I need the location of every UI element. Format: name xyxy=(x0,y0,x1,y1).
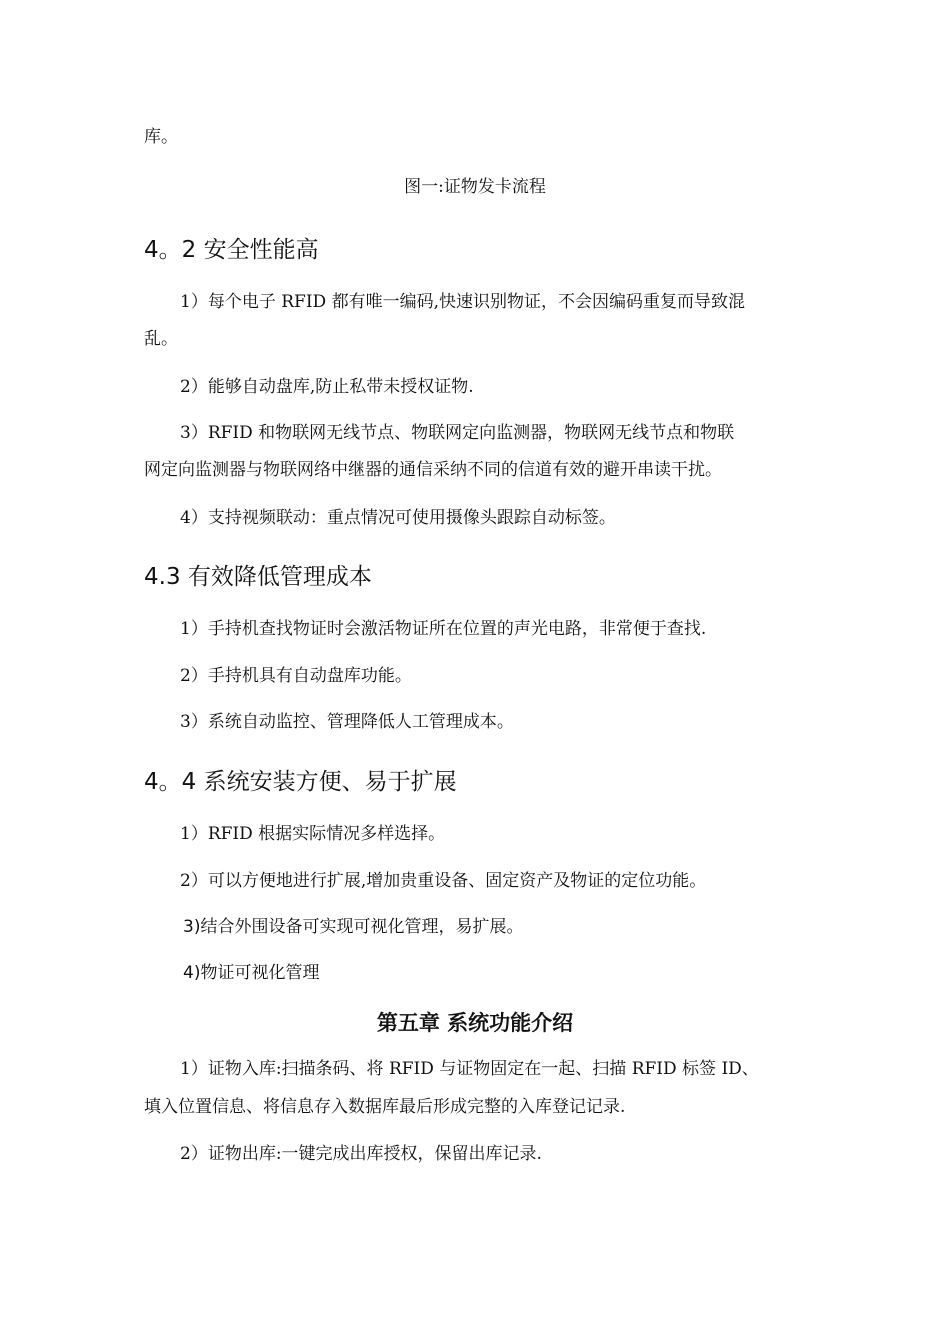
list-item-4-3-1: 1）手持机查找物证时会激活物证所在位置的声光电路，非常便于查找. xyxy=(180,619,707,639)
chapter-title: 第五章 系统功能介绍 xyxy=(376,1011,574,1035)
list-item-4-4-2: 2）可以方便地进行扩展,增加贵重设备、固定资产及物证的定位功能。 xyxy=(180,871,707,891)
section-heading-4-3: 4.3 有效降低管理成本 xyxy=(144,564,372,590)
list-item-4-3-2: 2）手持机具有自动盘库功能。 xyxy=(180,666,412,686)
list-item-5-2: 2）证物出库:一键完成出库授权，保留出库记录. xyxy=(180,1144,542,1164)
section-heading-4-4: 4。4 系统安装方便、易于扩展 xyxy=(144,769,457,795)
list-item-4-2-3-line1: 3）RFID 和物联网无线节点、物联网定向监测器，物联网无线节点和物联 xyxy=(180,423,735,443)
list-item-4-4-4: 4)物证可视化管理 xyxy=(183,963,320,983)
continuation-text: 库。 xyxy=(144,127,178,147)
list-item-4-4-1: 1）RFID 根据实际情况多样选择。 xyxy=(180,824,446,844)
figure-caption: 图一:证物发卡流程 xyxy=(404,177,546,197)
list-item-4-2-1-line2: 乱。 xyxy=(144,329,178,349)
list-item-4-2-2: 2）能够自动盘库,防止私带未授权证物. xyxy=(180,377,474,397)
list-item-5-1-line2: 填入位置信息、将信息存入数据库最后形成完整的入库登记记录. xyxy=(144,1097,626,1117)
list-item-4-4-3: 3)结合外围设备可实现可视化管理，易扩展。 xyxy=(183,917,524,937)
list-item-4-2-3-line2: 网定向监测器与物联网络中继器的通信采纳不同的信道有效的避开串读干扰。 xyxy=(144,460,722,480)
list-item-4-2-1-line1: 1）每个电子 RFID 都有唯一编码,快速识别物证，不会因编码重复而导致混 xyxy=(180,292,745,312)
section-heading-4-2: 4。2 安全性能高 xyxy=(144,237,319,263)
list-item-4-2-4: 4）支持视频联动：重点情况可使用摄像头跟踪自动标签。 xyxy=(180,508,616,528)
list-item-5-1-line1: 1）证物入库:扫描条码、将 RFID 与证物固定在一起、扫描 RFID 标签 ID、 xyxy=(180,1059,759,1079)
list-item-4-3-3: 3）系统自动监控、管理降低人工管理成本。 xyxy=(180,712,514,732)
